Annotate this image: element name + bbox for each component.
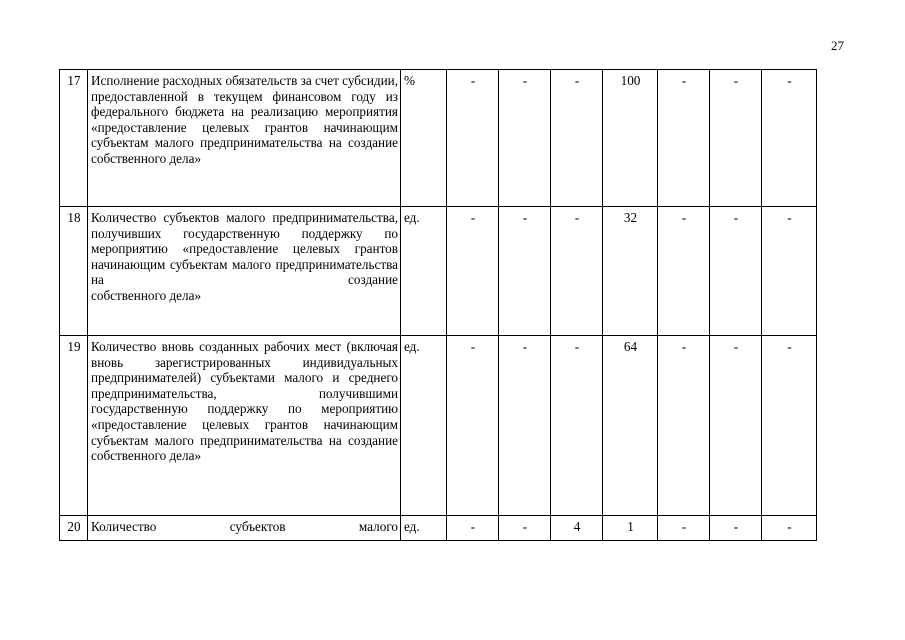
row-number: 17 (60, 70, 88, 207)
unit-cell: ед. (401, 516, 447, 541)
row-number: 20 (60, 516, 88, 541)
indicators-table (59, 69, 817, 541)
value-cell: - (658, 336, 710, 516)
value-cell: 4 (551, 516, 603, 541)
indicator-description (88, 70, 401, 207)
page-number: 27 (831, 38, 844, 53)
value-cell: - (762, 70, 817, 207)
value-cell: - (551, 207, 603, 336)
unit-cell: % (401, 70, 447, 207)
description-text-end: собственного дела» (91, 448, 202, 464)
unit-cell: ед. (401, 207, 447, 336)
value-cell: - (710, 70, 762, 207)
table-row (60, 207, 817, 336)
value-cell: 64 (603, 336, 658, 516)
value-cell: - (499, 70, 551, 207)
description-text-end: собственного дела» (91, 287, 202, 303)
value-cell: - (447, 70, 499, 207)
table-row (60, 336, 817, 516)
value-cell: - (710, 516, 762, 541)
value-cell: 1 (603, 516, 658, 541)
unit-cell: ед. (401, 336, 447, 516)
value-cell: 32 (603, 207, 658, 336)
value-cell: 100 (603, 70, 658, 207)
description-text: Исполнение расходных обязательств за счет субсидии, предоставленной в текущем финансовом году из федерального бюджета на реализацию мероприятия «предоставление целевых грантов начинающим субъектам малого предпринимательства на создание (91, 73, 399, 151)
value-cell: - (551, 70, 603, 207)
value-cell: - (447, 336, 499, 516)
value-cell: - (658, 207, 710, 336)
table-row (60, 70, 817, 207)
value-cell: - (551, 336, 603, 516)
description-text-end: собственного дела» (91, 150, 202, 166)
row-number: 18 (60, 207, 88, 336)
value-cell: - (710, 207, 762, 336)
description-text: Количество вновь созданных рабочих мест (включая вновь зарегистрированных индивидуальных предпринимателей) субъектами малого и среднего предпринимательства, получившими государственную поддержку по мероприятию «предоставление целевых грантов начинающим субъектам малого предпринимательства на создание (91, 339, 398, 448)
row-number: 19 (60, 336, 88, 516)
value-cell: - (499, 516, 551, 541)
indicator-description (88, 516, 401, 541)
value-cell: - (499, 207, 551, 336)
indicator-description (88, 336, 401, 516)
value-cell: - (447, 207, 499, 336)
description-text: Количество субъектов малого (91, 519, 398, 534)
description-text: Количество субъектов малого предпринимательства, получивших государственную поддержку по мероприятию «предоставление целевых грантов начинающим субъектам малого предпринимательства на создание (91, 210, 398, 288)
value-cell: - (762, 336, 817, 516)
value-cell: - (762, 516, 817, 541)
value-cell: - (658, 70, 710, 207)
value-cell: - (710, 336, 762, 516)
value-cell: - (447, 516, 499, 541)
table-row (60, 516, 817, 541)
value-cell: - (762, 207, 817, 336)
value-cell: - (499, 336, 551, 516)
value-cell: - (658, 516, 710, 541)
indicator-description (88, 207, 401, 336)
